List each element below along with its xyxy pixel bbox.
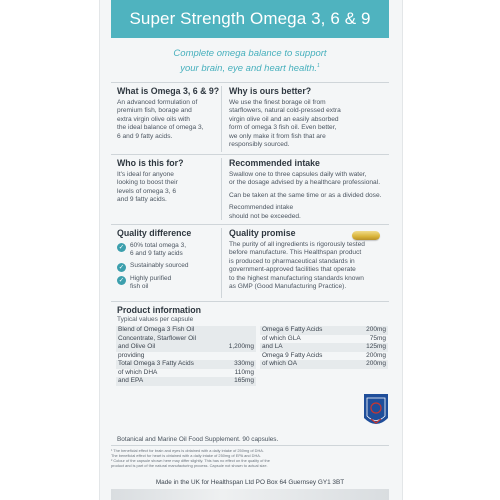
table-row <box>116 377 256 386</box>
why-section <box>229 86 389 149</box>
product-information <box>117 305 317 324</box>
nutrient-value: 125mg <box>366 343 386 350</box>
table-row <box>116 369 256 378</box>
nutrient-label: and Olive Oil <box>118 343 156 350</box>
nutrient-value: 200mg <box>366 326 386 333</box>
list-item: ✓ 60% total omega 3, 6 and 9 fatty acids <box>118 242 187 258</box>
divider <box>221 158 222 220</box>
quality-promise-section <box>229 228 389 291</box>
quality-difference-heading: Quality difference <box>117 228 192 238</box>
product-information-subtitle: Typical values per capsule <box>117 316 194 323</box>
check-icon: ✓ <box>118 276 125 284</box>
table-row <box>260 343 388 352</box>
who-section <box>117 158 221 205</box>
table-row <box>260 360 388 369</box>
divider <box>111 301 389 302</box>
supplement-description: Botanical and Marine Oil Food Supplement. 90 capsules. <box>117 436 279 443</box>
product-information-title: Product information <box>117 305 202 315</box>
divider <box>111 82 389 83</box>
tagline <box>111 48 389 75</box>
nutrient-value: 200mg <box>366 351 386 359</box>
nutrient-label: Omega 6 Fatty Acids <box>262 326 323 333</box>
nutrient-value: 75mg <box>369 334 386 342</box>
what-section <box>117 86 221 141</box>
manufacturer-address: Made in the UK for Healthspan Ltd PO Box 64 Guernsey GY1 3BT <box>155 479 345 486</box>
nutrient-value: 330mg <box>234 360 254 367</box>
nutrient-label: of which DHA <box>118 368 158 376</box>
list-item: ✓ Sustainably sourced <box>118 261 189 271</box>
intake-heading: Recommended intake <box>229 158 320 168</box>
divider <box>221 86 222 152</box>
tagline-footnote-mark: 1 <box>317 63 320 69</box>
divider <box>111 154 389 155</box>
why-text: We use the finest borage oil from starflowers, natural cold-pressed extra virgin olive oil and an easily absorbed form of omega 3 fish oil. Even better, we only make it from fish that are responsibly sourced. <box>229 99 341 149</box>
nutrient-label: Omega 9 Fatty Acids <box>262 351 323 359</box>
nutrient-value: 1,200mg <box>228 343 254 350</box>
table-row <box>260 352 388 361</box>
nutrient-label: providing <box>118 351 145 359</box>
list-item: ✓ Highly purified fish oil <box>118 274 172 291</box>
what-heading: What is Omega 3, 6 & 9? <box>117 86 220 96</box>
divider <box>111 445 389 446</box>
pack-edge <box>111 489 389 500</box>
nutrient-label: and EPA <box>118 377 144 384</box>
nutrient-label: of which OA <box>262 360 298 367</box>
quality-promise-heading: Quality promise <box>229 228 296 238</box>
nutrient-label: of which GLA <box>262 334 301 342</box>
nutrient-label: Concentrate, Starflower Oil <box>118 334 197 342</box>
fine-print: ¹ The beneficial effect for brain and eyes is obtained with a daily intake of 250mg of DHA. The beneficial effect for heart is obtained with a daily intake of 250mg of EPA and DHA. ² Colour of the capsule shown here may differ slightly. This has no effect on the quality of the product and is part of the natural manufacturing process. Capsule not shown to actual size. <box>111 448 270 468</box>
table-row <box>260 335 388 344</box>
nutrient-label: Total Omega 3 Fatty Acids <box>118 360 194 367</box>
product-title-banner <box>111 0 389 38</box>
nutrient-value: 110mg <box>234 368 254 376</box>
check-icon: ✓ <box>118 244 125 251</box>
quality-difference-section <box>117 228 221 292</box>
who-text: It's ideal for anyone looking to boost their levels of omega 3, 6 and 9 fatty acids. <box>117 171 178 204</box>
nutrient-label: Blend of Omega 3 Fish Oil <box>118 326 195 333</box>
check-icon: ✓ <box>118 263 125 271</box>
nutrition-table-right <box>260 326 388 369</box>
why-heading: Why is ours better? <box>229 86 312 96</box>
table-row <box>116 360 256 369</box>
who-heading: Who is this for? <box>117 158 184 168</box>
nutrient-value: 200mg <box>366 360 386 367</box>
nutrition-table-left <box>116 326 256 386</box>
nutrient-value: 165mg <box>234 377 254 384</box>
tagline-line-1: Complete omega balance to support <box>173 48 327 59</box>
table-row <box>116 352 256 361</box>
table-row <box>116 343 256 352</box>
product-title: Super Strength Omega 3, 6 & 9 <box>129 9 371 28</box>
table-row <box>116 326 256 335</box>
what-text: An advanced formulation of premium fish, borage and extra virgin olive oils with the ideal balance of omega 3, 6 and 9 fatty acids. <box>117 99 204 140</box>
table-row <box>260 326 388 335</box>
table-row <box>116 335 256 344</box>
nutrient-label: and LA <box>262 343 283 350</box>
divider <box>221 228 222 298</box>
divider <box>111 224 389 225</box>
quality-seal-icon <box>362 392 390 432</box>
intake-text: Swallow one to three capsules daily with water, or the dosage advised by a healthcare professional. Can be taken at the same time or as a divided dose. Recommended intake should not be exceeded. <box>229 171 382 220</box>
tagline-line-2: your brain, eye and heart health.$^1$ <box>180 63 320 75</box>
intake-section <box>229 158 389 221</box>
quality-promise-text: The purity of all ingredients is rigorously tested before manufacture. This Healthspan product is produced to pharmaceutical standards in government-approved facilities that operate to the highest manufacturing standards known as GMP (Good Manufacturing Practice). <box>229 241 365 291</box>
